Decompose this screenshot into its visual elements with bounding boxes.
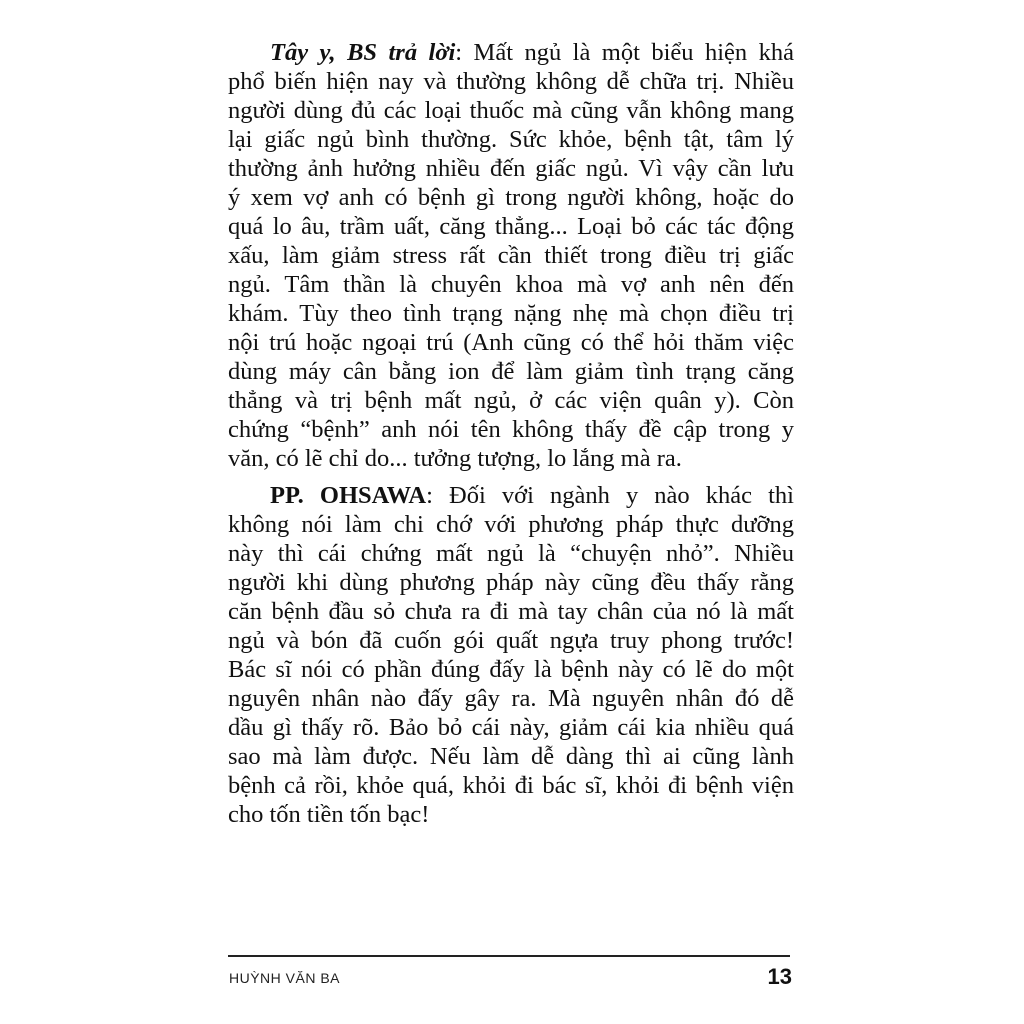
paragraph-line: căn bệnh đầu sỏ chưa ra đi mà tay chân của nó là mất (228, 598, 794, 625)
paragraph-line: ngủ. Tâm thần là chuyên khoa mà vợ anh nên đến (228, 271, 794, 298)
page-number: 13 (767, 964, 792, 989)
paragraph-line (228, 481, 794, 510)
paragraph-line: này thì cái chứng mất ngủ là “chuyện nhỏ”. Nhiều (228, 540, 794, 567)
paragraph-line: phổ biến hiện nay và thường không dễ chữa trị. Nhiều (228, 68, 794, 95)
speaker-label: Tây y, BS trả lời (270, 39, 456, 66)
paragraph-line: nội trú hoặc ngoại trú (Anh cũng có thể hỏi thăm việc (228, 329, 794, 356)
footer-rule (228, 955, 790, 957)
paragraph-line: văn, có lẽ chỉ do... tưởng tượng, lo lắng mà ra. (228, 445, 682, 472)
footer-author: HUỲNH VĂN BA (229, 970, 341, 986)
paragraph-line: dầu gì thấy rõ. Bảo bỏ cái này, giảm cái kia nhiều quá (228, 714, 794, 741)
paragraph-line: xấu, làm giảm stress rất cần thiết trong điều trị giấc (228, 242, 794, 269)
paragraph-line: thẳng và trị bệnh mất ngủ, ở các viện quân y). Còn (228, 387, 794, 414)
speaker-label: PP. OHSAWA (270, 482, 427, 509)
paragraph-line: không nói làm chi chớ với phương pháp thực dưỡng (228, 511, 794, 538)
paragraph-line: ý xem vợ anh có bệnh gì trong người không, hoặc do (228, 184, 794, 211)
paragraph-line: thường ảnh hưởng nhiều đến giấc ngủ. Vì vậy cần lưu (228, 155, 794, 182)
paragraph-line: cho tốn tiền tốn bạc! (228, 801, 430, 828)
paragraph-spacer (228, 473, 794, 481)
paragraph-line: quá lo âu, trầm uất, căng thẳng... Loại bỏ các tác động (228, 213, 794, 240)
paragraph-ohsawa (228, 481, 794, 829)
paragraph-line (228, 38, 794, 67)
paragraph-line: khám. Tùy theo tình trạng nặng nhẹ mà chọn điều trị (228, 300, 794, 327)
paragraph-line: lại giấc ngủ bình thường. Sức khỏe, bệnh tật, tâm lý (228, 126, 794, 153)
paragraph-line: sao mà làm được. Nếu làm dễ dàng thì ai cũng lành (228, 743, 794, 770)
paragraph-line: ngủ và bón đã cuốn gói quất ngựa truy phong trước! (228, 627, 794, 654)
paragraph-line: người khi dùng phương pháp này cũng đều thấy rằng (228, 569, 794, 596)
paragraph-line: bệnh cả rồi, khỏe quá, khỏi đi bác sĩ, khỏi đi bệnh viện (228, 772, 794, 799)
body-text (228, 38, 794, 829)
paragraph-line: dùng máy cân bằng ion để làm giảm tình trạng căng (228, 358, 794, 385)
line-text: : Đối với ngành y nào khác thì (426, 482, 794, 509)
paragraph-line: chứng “bệnh” anh nói tên không thấy đề cập trong y (228, 416, 794, 443)
paragraph-tay-y (228, 38, 794, 473)
paragraph-line: người dùng đủ các loại thuốc mà cũng vẫn không mang (228, 97, 794, 124)
paragraph-line: nguyên nhân nào đấy gây ra. Mà nguyên nhân đó dễ (228, 685, 794, 712)
line-text: : Mất ngủ là một biểu hiện khá (455, 39, 794, 66)
paragraph-line: Bác sĩ nói có phần đúng đấy là bệnh này có lẽ do một (228, 656, 794, 683)
